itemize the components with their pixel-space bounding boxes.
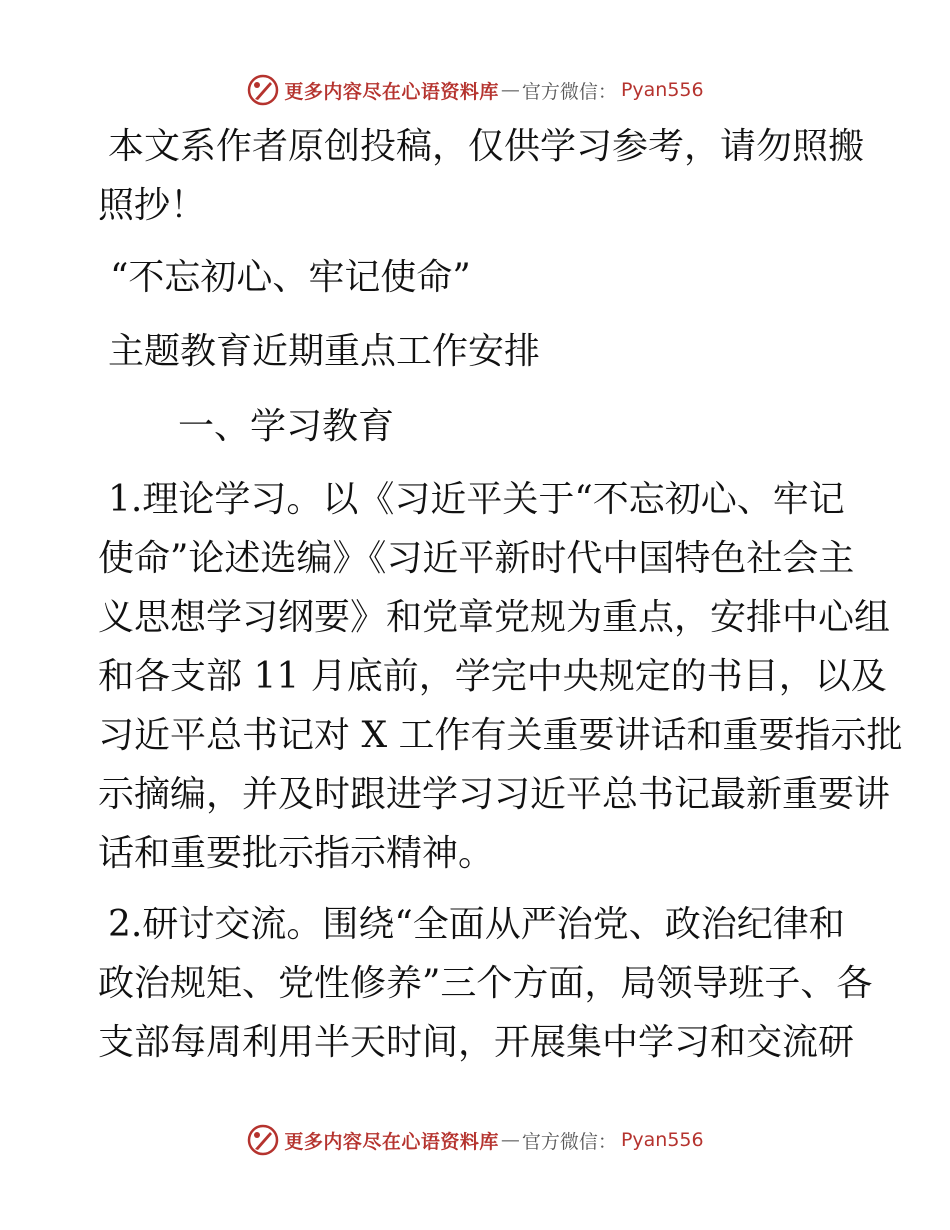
watermark-main-text: 更多内容尽在心语资料库 <box>284 1130 499 1153</box>
watermark-sub-text: 官方微信： <box>521 1130 617 1153</box>
notice-line-1: 本文系作者原创投稿，仅供学习参考，请勿照搬 <box>108 126 865 167</box>
watermark-sub-text: 官方微信： <box>521 80 617 103</box>
item1-line-4: 和各支部 11 月底前，学完中央规定的书目，以及 <box>98 656 887 697</box>
notice-line-2: 照抄！ <box>98 185 207 226</box>
item2-line-1: 2.研讨交流。围绕“全面从严治党、政治纪律和 <box>108 904 845 945</box>
document-title: “不忘初心、牢记使命” <box>110 257 471 298</box>
item2-line-2: 政治规矩、党性修养”三个方面，局领导班子、各 <box>98 963 873 1004</box>
watermark-footer <box>0 1120 950 1160</box>
watermark-wechat-id: Pyan556 <box>620 79 704 101</box>
item1-line-2: 使命”论述选编》《习近平新时代中国特色社会主 <box>98 538 855 579</box>
quill-logo-icon <box>246 1123 280 1157</box>
watermark-separator: — <box>500 79 520 101</box>
item1-line-3: 义思想学习纲要》和党章党规为重点，安排中心组 <box>98 597 891 638</box>
item1-line-1: 1.理论学习。以《习近平关于“不忘初心、牢记 <box>108 479 845 520</box>
item2-line-3: 支部每周利用半天时间，开展集中学习和交流研 <box>98 1022 855 1063</box>
quill-logo-icon <box>246 73 280 107</box>
watermark-header <box>0 70 950 110</box>
document-subtitle: 主题教育近期重点工作安排 <box>108 331 541 372</box>
watermark-main-text: 更多内容尽在心语资料库 <box>284 80 499 103</box>
watermark-wechat-id: Pyan556 <box>620 1129 704 1151</box>
section-heading: 一、学习教育 <box>178 406 395 447</box>
item1-line-6: 示摘编，并及时跟进学习习近平总书记最新重要讲 <box>98 774 891 815</box>
item1-line-5: 习近平总书记对 X 工作有关重要讲话和重要指示批 <box>98 715 903 756</box>
item1-line-7: 话和重要批示指示精神。 <box>98 833 495 874</box>
watermark-separator: — <box>500 1129 520 1151</box>
